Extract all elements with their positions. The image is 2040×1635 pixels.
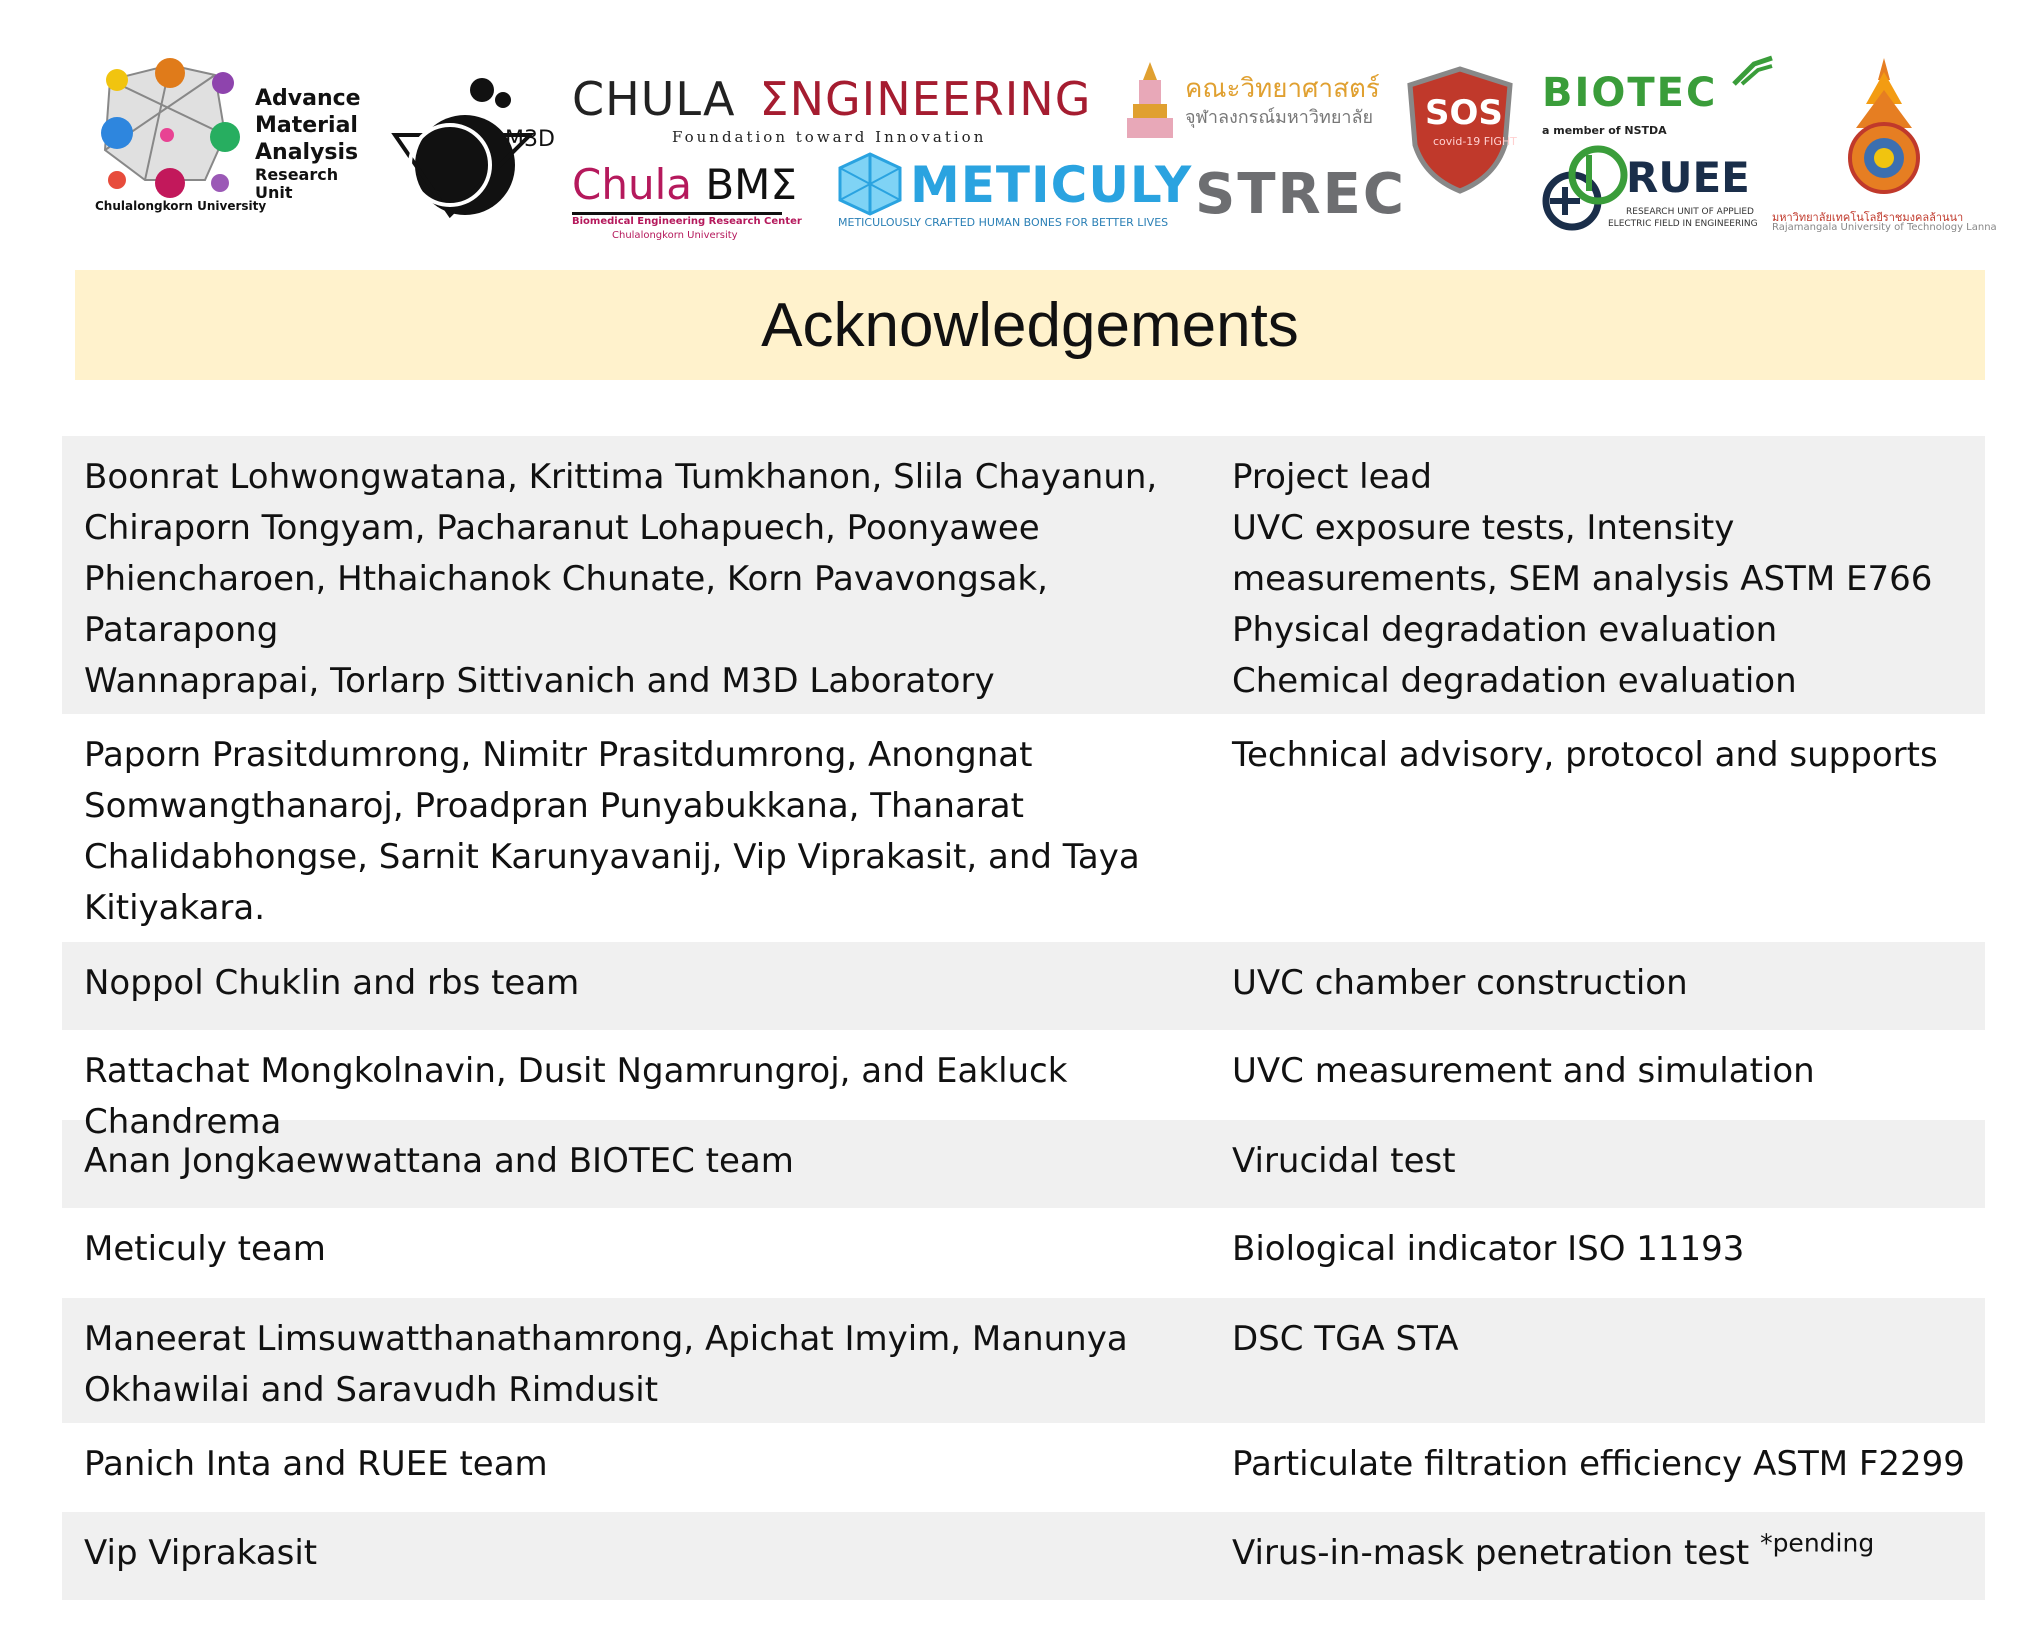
strec-logo bbox=[1195, 162, 1407, 232]
rmutl-logo bbox=[1772, 58, 1997, 238]
ruee-name: RUEE bbox=[1626, 153, 1750, 202]
science-faculty-name: คณะวิทยาศาสตร์ bbox=[1185, 74, 1380, 104]
sos-subtitle: covid-19 FIGHT bbox=[1433, 135, 1517, 148]
contributors-cell: Maneerat Limsuwatthanathamrong, Apichat Imyim, Manunya Okhawilai and Saravudh Rimdusit bbox=[84, 1319, 1128, 1410]
meticuly-tagline: METICULOUSLY CRAFTED HUMAN BONES FOR BETTER LIVES bbox=[838, 216, 1169, 229]
science-faculty-logo bbox=[1125, 62, 1380, 142]
contribution-cell: UVC measurement and simulation bbox=[1232, 1051, 1815, 1091]
rmutl-english-name: Rajamangala University of Technology Lanna bbox=[1772, 222, 1997, 233]
molecule-icon bbox=[95, 55, 245, 195]
chula-engineering-logo bbox=[572, 72, 1092, 152]
chula-bme-logo bbox=[572, 160, 802, 250]
ama-line1: Advance bbox=[255, 86, 361, 111]
ruee-subtitle-2: ELECTRIC FIELD IN ENGINEERING bbox=[1608, 219, 1758, 229]
acknowledgements-table bbox=[62, 436, 1985, 1600]
ama-line4: Research Unit bbox=[255, 165, 339, 202]
contribution-cell: Particulate filtration efficiency ASTM F2299 bbox=[1232, 1444, 1965, 1484]
contribution-cell bbox=[1232, 1512, 1985, 1600]
table-row bbox=[62, 436, 1985, 714]
contributors-cell: Vip Viprakasit bbox=[84, 1533, 318, 1573]
table-row bbox=[62, 1120, 1985, 1208]
contributors-cell: Panich Inta and RUEE team bbox=[84, 1444, 548, 1484]
sos-name: SOS bbox=[1425, 93, 1503, 133]
bme-university: Chulalongkorn University bbox=[612, 230, 738, 241]
contribution-cell: Project lead UVC exposure tests, Intensity measurements, SEM analysis ASTM E766 Physical degradation evaluation Chemical degradation evaluation bbox=[1232, 457, 1933, 701]
ama-line2: Material bbox=[255, 113, 358, 138]
table-row bbox=[62, 1298, 1985, 1423]
science-university-name: จุฬาลงกรณ์มหาวิทยาลัย bbox=[1185, 107, 1374, 128]
meticuly-logo bbox=[838, 152, 1193, 242]
table-row bbox=[62, 942, 1985, 1030]
biotec-name: BIOTEC bbox=[1542, 70, 1718, 116]
contribution-cell: Technical advisory, protocol and supports bbox=[1232, 735, 1938, 775]
rmutl-thai-name: มหาวิทยาลัยเทคโนโลยีราชมงคลล้านนา bbox=[1772, 211, 1964, 224]
ama-logo bbox=[95, 55, 375, 225]
strec-name: STREC bbox=[1195, 162, 1407, 227]
bme-divider bbox=[572, 212, 782, 215]
contributors-cell: Meticuly team bbox=[84, 1229, 326, 1269]
sos-logo bbox=[1405, 65, 1525, 195]
meticuly-name: METICULY bbox=[910, 156, 1193, 214]
chula-engineering-wordmark bbox=[572, 72, 1091, 126]
table-row bbox=[62, 1512, 1985, 1600]
chula-word: CHULA bbox=[572, 72, 736, 126]
contribution-cell: Biological indicator ISO 11193 bbox=[1232, 1229, 1745, 1269]
page-title: Acknowledgements bbox=[761, 290, 1299, 360]
table-row bbox=[62, 714, 1985, 942]
contribution-text: Virus-in-mask penetration test bbox=[1232, 1533, 1750, 1573]
bme-bme: BMΣ bbox=[705, 160, 797, 209]
contribution-cell: DSC TGA STA bbox=[1232, 1319, 1459, 1359]
bme-chula: Chula bbox=[572, 160, 692, 209]
contribution-cell: Virucidal test bbox=[1232, 1141, 1456, 1181]
ruee-subtitle-1: RESEARCH UNIT OF APPLIED bbox=[1626, 207, 1754, 217]
chula-engineering-tagline: Foundation toward Innovation bbox=[672, 128, 987, 146]
contributors-cell: Noppol Chuklin and rbs team bbox=[84, 963, 580, 1003]
m3d-label: M3D bbox=[505, 127, 555, 152]
ama-title bbox=[255, 85, 375, 202]
ama-university: Chulalongkorn University bbox=[95, 199, 267, 213]
biotec-logo bbox=[1542, 70, 1772, 140]
rmutl-emblem-icon bbox=[1834, 58, 1934, 198]
table-row bbox=[62, 1208, 1985, 1298]
m3d-logo bbox=[390, 75, 555, 220]
table-row bbox=[62, 1030, 1985, 1142]
ama-line3: Analysis bbox=[255, 140, 359, 165]
engineering-word: ΣNGINEERING bbox=[759, 72, 1092, 126]
contributors-cell: Paporn Prasitdumrong, Nimitr Prasitdumrong, Anongnat Somwangthanaroj, Proadpran Punyabukkana, Thanarat Chalidabhongse, Sarnit Karunyavanij, Vip Viprakasit, and Taya Kitiyakara. bbox=[84, 735, 1140, 928]
bme-subtitle: Biomedical Engineering Research Center bbox=[572, 216, 802, 227]
contribution-cell: UVC chamber construction bbox=[1232, 963, 1688, 1003]
biotec-subtitle: a member of NSTDA bbox=[1542, 124, 1667, 137]
phra-kiao-emblem-icon bbox=[1125, 62, 1175, 140]
contributors-cell: Anan Jongkaewwattana and BIOTEC team bbox=[84, 1141, 794, 1181]
meticuly-cube-icon bbox=[838, 152, 902, 216]
ruee-logo bbox=[1542, 145, 1772, 240]
bme-wordmark bbox=[572, 160, 797, 209]
contributors-cell: Boonrat Lohwongwatana, Krittima Tumkhanon, Slila Chayanun, Chiraporn Tongyam, Pacharanut Lohapuech, Poonyawee Phiencharoen, Hthaichanok Chunate, Korn Pavavongsak, Patarapong Wannaprapai, Torlarp Sittivanich and M3D Laboratory bbox=[84, 457, 1158, 701]
table-row bbox=[62, 1423, 1985, 1512]
pending-note: *pending bbox=[1760, 1528, 1875, 1558]
logo-strip bbox=[0, 0, 2040, 260]
contributors-cell: Rattachat Mongkolnavin, Dusit Ngamrungroj, and Eakluck Chandrema bbox=[84, 1051, 1068, 1142]
biotec-wave-icon bbox=[1734, 56, 1774, 86]
title-banner bbox=[75, 270, 1985, 380]
